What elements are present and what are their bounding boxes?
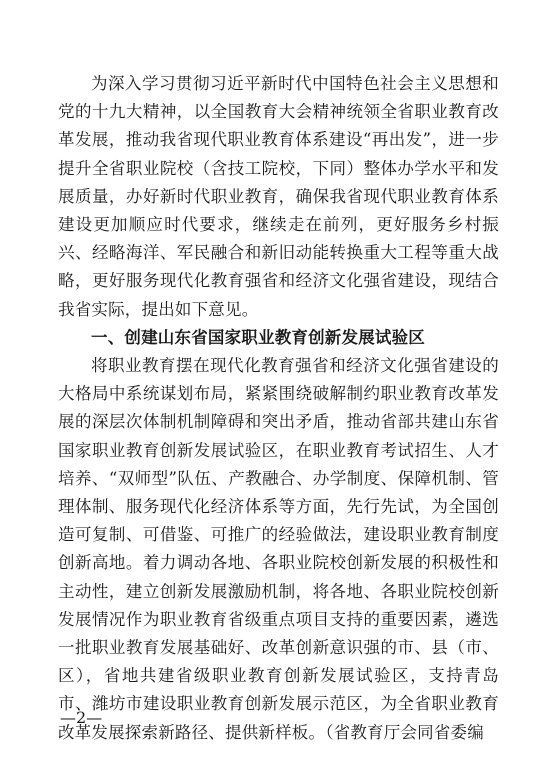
page-number: —2— (60, 708, 103, 727)
section-heading: 一、创建山东省国家职业教育创新发展试验区 (91, 327, 425, 347)
document-body (58, 70, 499, 747)
intro-paragraph: 为深入学习贯彻习近平新时代中国特色社会主义思想和党的十九大精神，以全国教育大会精神统领全省职业教育改革发展，推动我省现代职业教育体系建设“再出发”，进一步提升全省职业院校（含技工院校，下同）整体办学水平和发展质量，办好新时代职业教育，确保我省现代职业教育体系建设更加顺应时代要求，继续走在前列，更好服务乡村振兴、经略海洋、军民融合和新旧动能转换重大工程等重大战略，更好服务现代化教育强省和经济文化强省建设，现结合我省实际，提出如下意见。 (58, 74, 499, 319)
section-body-paragraph: 将职业教育摆在现代化教育强省和经济文化强省建设的大格局中系统谋划布局，紧紧围绕破解制约职业教育改革发展的深层次体制机制障碍和突出矛盾，推动省部共建山东省国家职业教育创新发展试验区，在职业教育考试招生、人才培养、“双师型”队伍、产教融合、办学制度、保障机制、管理体制、服务现代化经济体系等方面，先行先试，为全国创造可复制、可借鉴、可推广的经验做法，建设职业教育制度创新高地。着力调动各地、各职业院校创新发展的积极性和主动性，建立创新发展激励机制，将各地、各职业院校创新发展情况作为职业教育省级重点项目支持的重要因素，遴选一批职业教育发展基础好、改革创新意识强的市、县（市、区），省地共建省级职业教育创新发展试验区，支持青岛市、潍坊市建设职业教育创新发展示范区，为全省职业教育改革发展探索新路径、提供新样板。（省教育厅会同省委编 (58, 356, 499, 742)
